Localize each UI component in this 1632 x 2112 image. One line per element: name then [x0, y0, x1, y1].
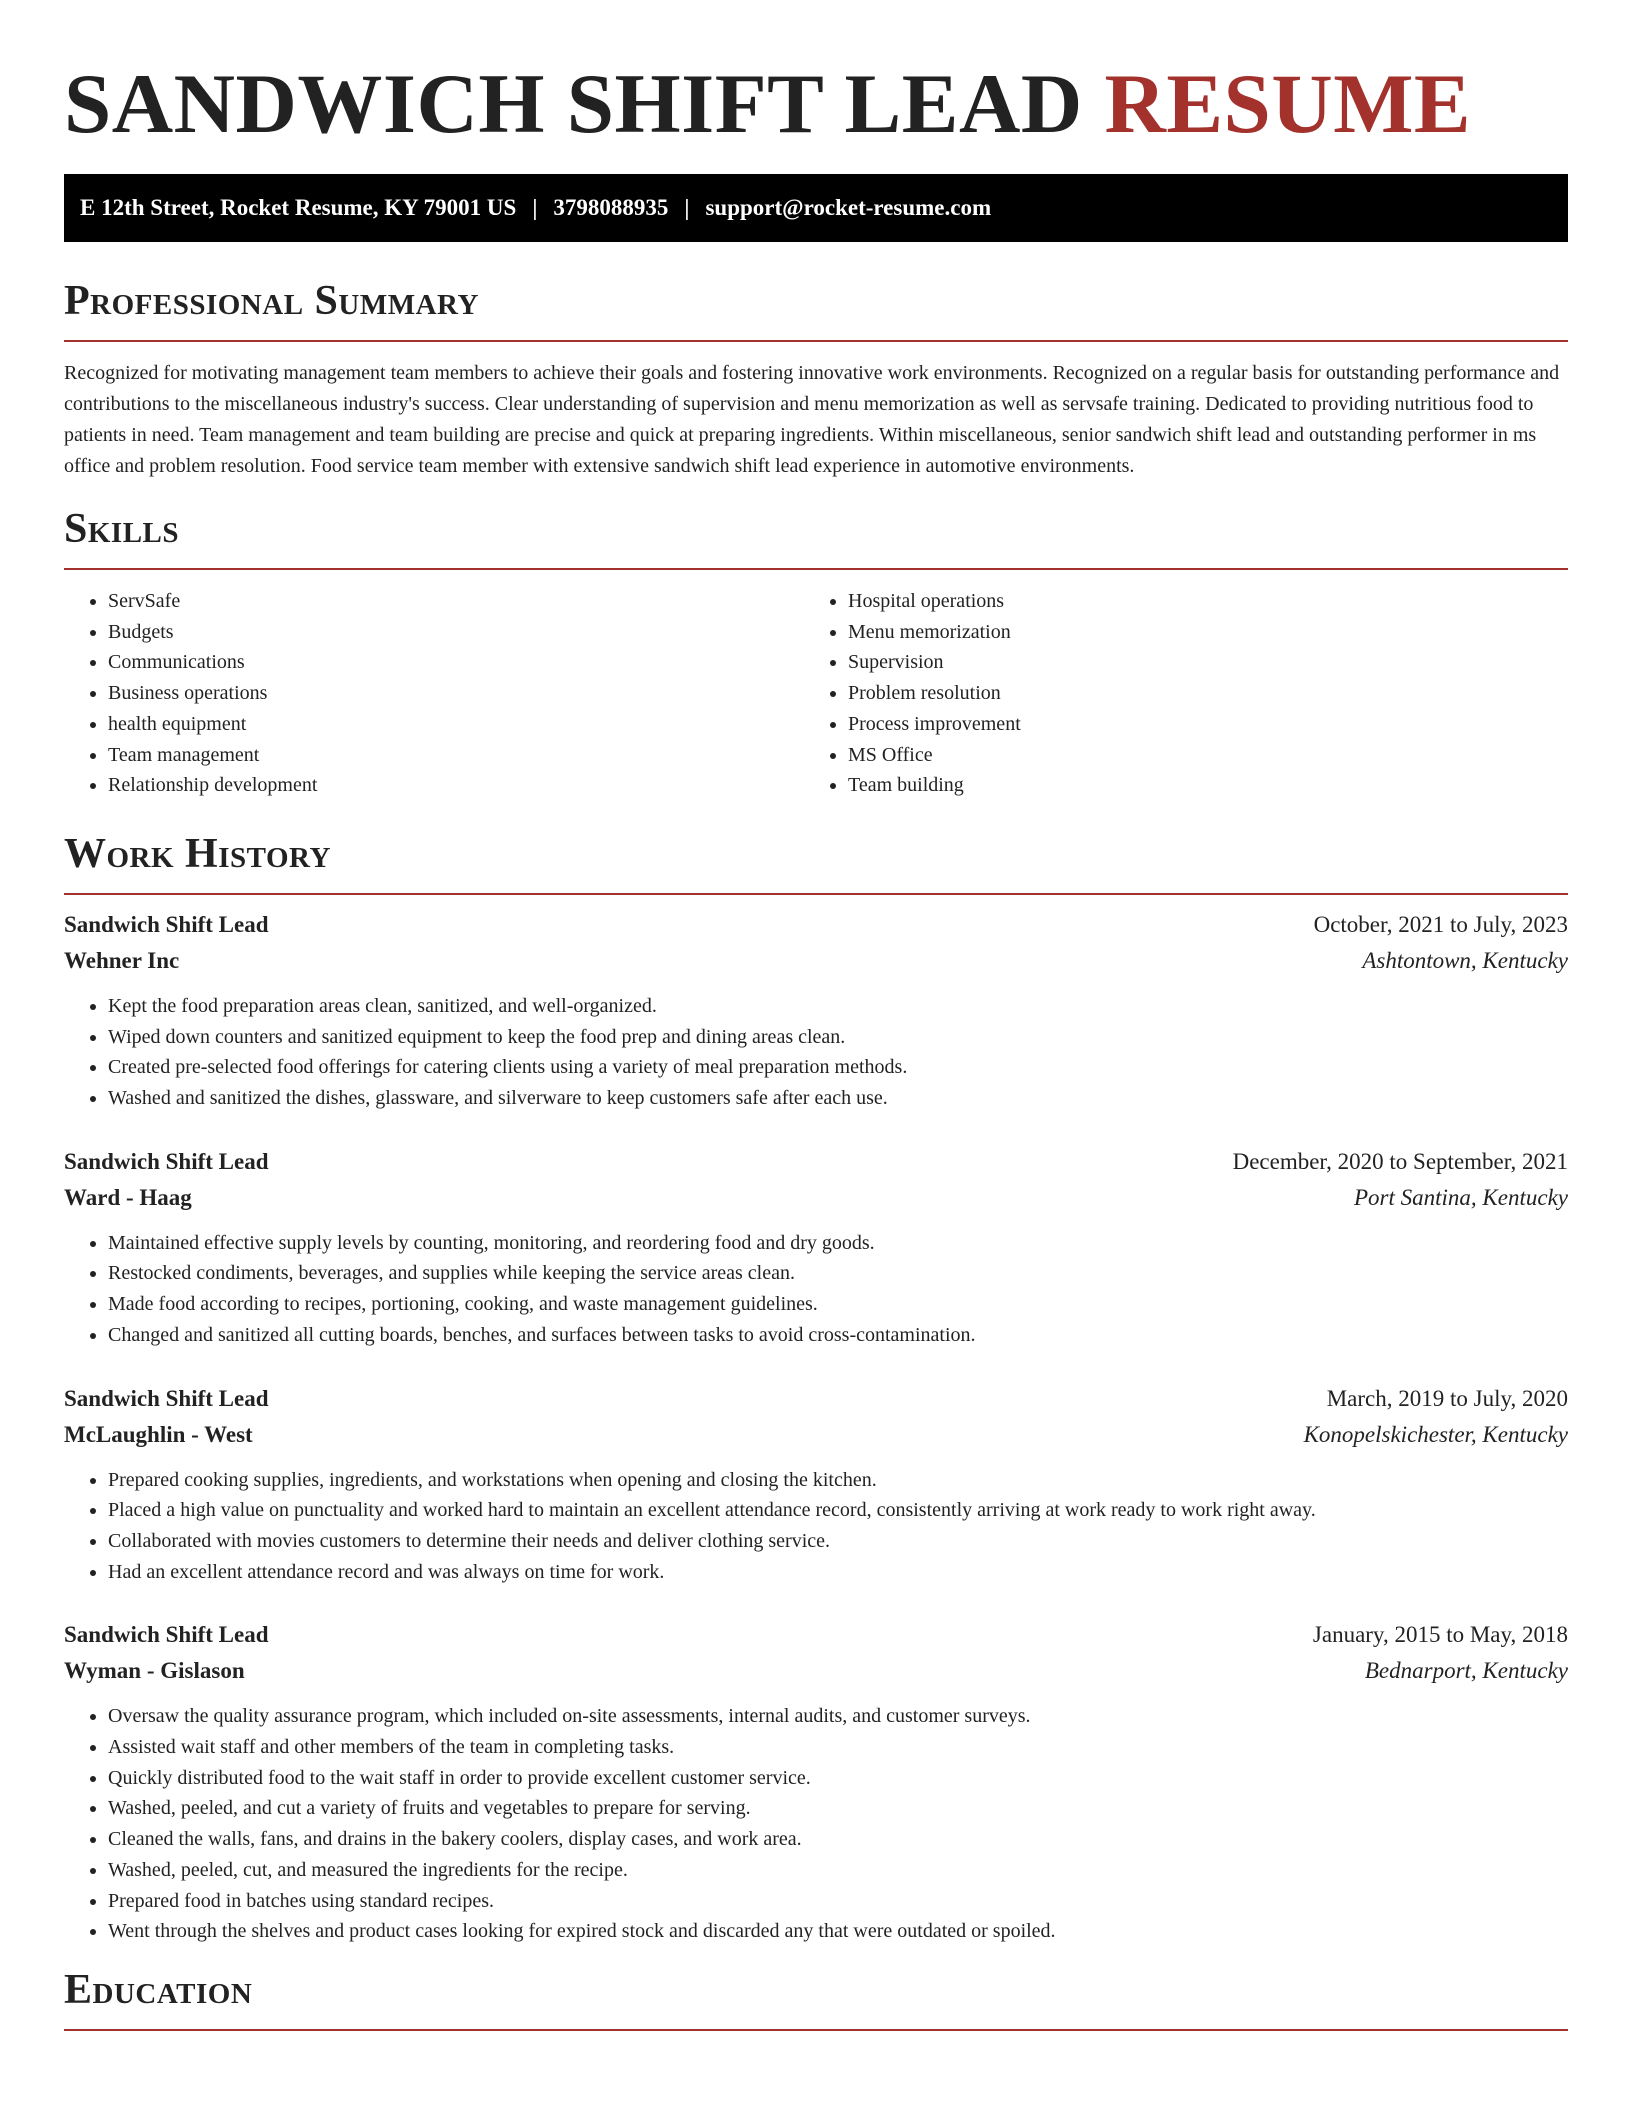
job-bullet: • Assisted wait staff and other members of the team in completing tasks.	[108, 1732, 1568, 1763]
job-location: Ashtontown, Kentucky	[1362, 947, 1568, 973]
job-bullet: • Went through the shelves and product cases looking for expired stock and discarded any that were outdated or spoiled.	[108, 1916, 1568, 1947]
work-history-heading: Work History	[64, 830, 331, 877]
job-dates: March, 2019 to July, 2020	[1326, 1385, 1568, 1411]
job-bullet: • Quickly distributed food to the wait staff in order to provide excellent customer service.	[108, 1763, 1568, 1794]
summary-section	[64, 276, 1568, 482]
job-bullet: • Restocked condiments, beverages, and supplies while keeping the service areas clean.	[108, 1258, 1568, 1289]
skill-item: • Menu memorization	[848, 617, 1544, 648]
resume-title	[64, 58, 1568, 150]
job-bullet: • Kept the food preparation areas clean, sanitized, and well-organized.	[108, 991, 1568, 1022]
job-bullet: • Created pre-selected food offerings for catering clients using a variety of meal preparation methods.	[108, 1052, 1568, 1083]
contact-email: support@rocket-resume.com	[705, 195, 992, 220]
job-bullet: • Made food according to recipes, portioning, cooking, and waste management guidelines.	[108, 1289, 1568, 1320]
job-bullet: • Prepared food in batches using standard recipes.	[108, 1886, 1568, 1917]
job-bullets	[64, 1228, 1568, 1351]
job-bullet: • Maintained effective supply levels by counting, monitoring, and reordering food and dry goods.	[108, 1228, 1568, 1259]
resume-page	[64, 0, 1568, 2047]
summary-text: Recognized for motivating management team members to achieve their goals and fostering innovative work environments. Recognized on a regular basis for outstanding performance and contributions to the miscellaneous industry's success. Clear understanding of supervision and menu memorization as well as servsafe training. Dedicated to providing nutritious food to patients in need. Team management and team building are precise and quick at preparing ingredients. Within miscellaneous, senior sandwich shift lead and outstanding performer in ms office and problem resolution. Food service team member with extensive sandwich shift lead experience in automotive environments.	[64, 362, 1560, 477]
education-section	[64, 1965, 1568, 2031]
skill-item: • Relationship development	[108, 770, 804, 801]
skill-item: • Communications	[108, 647, 804, 678]
job-bullet: • Wiped down counters and sanitized equipment to keep the food prep and dining areas clean.	[108, 1022, 1568, 1053]
skills-columns	[64, 586, 1568, 801]
job-bullets	[64, 1465, 1568, 1588]
job-bullet: • Washed and sanitized the dishes, glassware, and silverware to keep customers safe after each use.	[108, 1083, 1568, 1114]
job-entry	[64, 1144, 1568, 1351]
education-heading: Education	[64, 1966, 253, 2013]
job-bullet: • Had an excellent attendance record and was always on time for work.	[108, 1557, 1568, 1588]
job-company: Wehner Inc	[64, 947, 180, 973]
skill-item: • Business operations	[108, 678, 804, 709]
job-bullet: • Collaborated with movies customers to determine their needs and deliver clothing service.	[108, 1526, 1568, 1557]
skill-item: • MS Office	[848, 740, 1544, 771]
job-title: Sandwich Shift Lead	[64, 911, 269, 937]
skill-item: • ServSafe	[108, 586, 804, 617]
skills-heading: Skills	[64, 506, 180, 552]
skills-list-right	[804, 586, 1544, 801]
job-company: Ward - Haag	[64, 1184, 192, 1210]
skill-item: • Problem resolution	[848, 678, 1544, 709]
skill-item: • Team building	[848, 770, 1544, 801]
contact-bar	[64, 174, 1568, 242]
job-bullet: • Prepared cooking supplies, ingredients, and workstations when opening and closing the kitchen.	[108, 1465, 1568, 1496]
job-entry	[64, 907, 1568, 1114]
job-dates: January, 2015 to May, 2018	[1312, 1622, 1568, 1648]
title-accent: RESUME	[1104, 57, 1472, 151]
skill-item: • Supervision	[848, 647, 1544, 678]
skill-item: • Team management	[108, 740, 804, 771]
job-entry	[64, 1381, 1568, 1588]
job-bullet: • Washed, peeled, cut, and measured the ingredients for the recipe.	[108, 1855, 1568, 1886]
skill-item: • Process improvement	[848, 709, 1544, 740]
job-bullet: • Placed a high value on punctuality and worked hard to maintain an excellent attendance record, consistently arriving at work ready to work right away.	[108, 1495, 1568, 1526]
job-bullets	[64, 1701, 1568, 1947]
job-bullet: • Cleaned the walls, fans, and drains in the bakery coolers, display cases, and work area.	[108, 1824, 1568, 1855]
section-divider	[64, 568, 1568, 570]
contact-phone: 3798088935	[553, 195, 669, 220]
section-divider	[64, 893, 1568, 895]
skills-list-left	[64, 586, 804, 801]
job-location: Bednarport, Kentucky	[1364, 1658, 1568, 1684]
section-divider	[64, 2029, 1568, 2031]
job-location: Konopelskichester, Kentucky	[1303, 1421, 1568, 1447]
job-bullets	[64, 991, 1568, 1114]
job-dates: December, 2020 to September, 2021	[1232, 1148, 1568, 1174]
skill-item: • Budgets	[108, 617, 804, 648]
job-title: Sandwich Shift Lead	[64, 1385, 269, 1411]
job-title: Sandwich Shift Lead	[64, 1622, 269, 1648]
job-bullet: • Washed, peeled, and cut a variety of fruits and vegetables to prepare for serving.	[108, 1793, 1568, 1824]
contact-separator: |	[532, 195, 538, 220]
job-company: Wyman - Gislason	[64, 1658, 245, 1684]
skills-section	[64, 504, 1568, 801]
summary-heading: Professional Summary	[64, 278, 479, 324]
job-title: Sandwich Shift Lead	[64, 1148, 269, 1174]
job-company: McLaughlin - West	[64, 1421, 253, 1447]
job-entry	[64, 1617, 1568, 1947]
contact-address: E 12th Street, Rocket Resume, KY 79001 US	[80, 195, 517, 220]
section-divider	[64, 340, 1568, 342]
skill-item: • health equipment	[108, 709, 804, 740]
skill-item: • Hospital operations	[848, 586, 1544, 617]
title-main: SANDWICH SHIFT LEAD	[64, 57, 1083, 151]
job-bullet: • Oversaw the quality assurance program, which included on-site assessments, internal audits, and customer surveys.	[108, 1701, 1568, 1732]
job-location: Port Santina, Kentucky	[1354, 1184, 1568, 1210]
work-history-section	[64, 829, 1568, 1947]
job-bullet: • Changed and sanitized all cutting boards, benches, and surfaces between tasks to avoid cross-contamination.	[108, 1320, 1568, 1351]
contact-separator: |	[684, 195, 690, 220]
job-dates: October, 2021 to July, 2023	[1313, 911, 1568, 937]
